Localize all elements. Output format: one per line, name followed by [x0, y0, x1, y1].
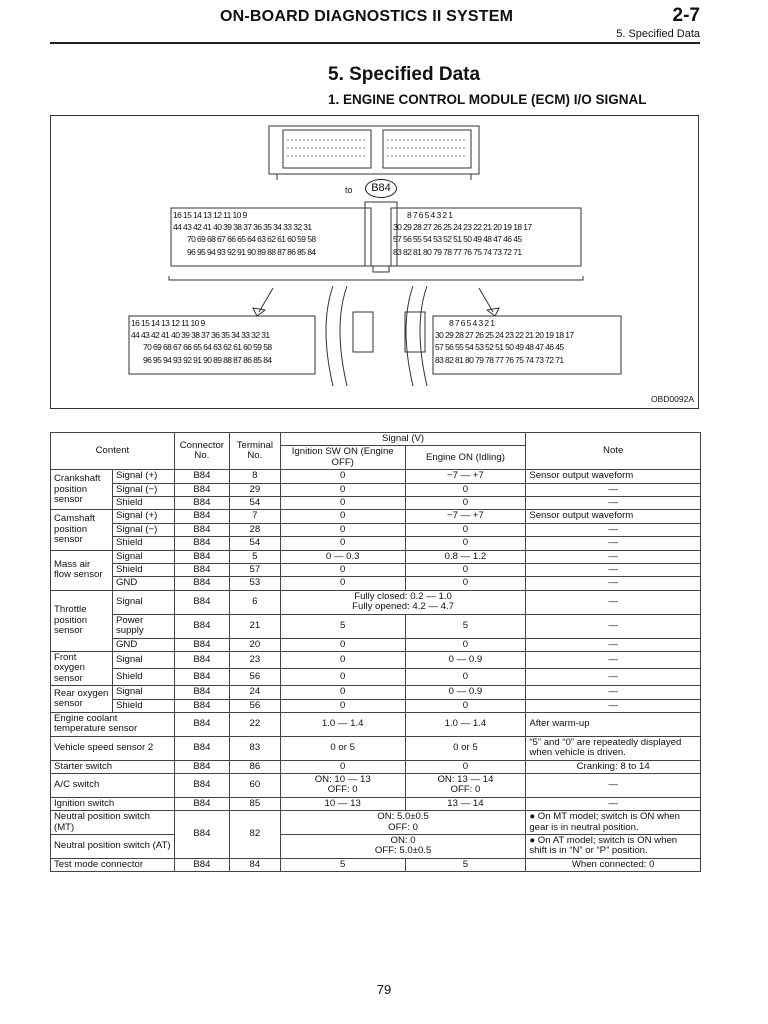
note-cell: When connected: 0 [526, 858, 701, 871]
terminal-cell: 22 [229, 712, 280, 736]
note-cell: — [526, 483, 701, 496]
eng-cell: −7 — +7 [405, 510, 526, 523]
eng-cell: −7 — +7 [405, 470, 526, 483]
terminal-cell: 83 [229, 736, 280, 760]
connector-cell: B84 [174, 510, 229, 523]
connector-cell: B84 [174, 712, 229, 736]
to-label: to [345, 185, 353, 195]
ign-cell: 5 [280, 858, 405, 871]
table-row [51, 699, 701, 712]
note-cell: — [526, 497, 701, 510]
ign-cell: 0 [280, 669, 405, 686]
table-row [51, 550, 701, 563]
table-row [51, 712, 701, 736]
terminal-cell: 57 [229, 564, 280, 577]
table-row [51, 590, 701, 614]
table-row [51, 470, 701, 483]
table-row [51, 858, 701, 871]
eng-cell: 5 [405, 614, 526, 638]
eng-cell: 0 — 0.9 [405, 686, 526, 699]
signal-line: Fully opened: 4.2 — 4.7 [352, 601, 454, 613]
ign-cell: 0 [280, 686, 405, 699]
table-row [51, 760, 701, 773]
ign-cell: 0 [280, 470, 405, 483]
eng-cell: 0 [405, 638, 526, 651]
terminal-cell: 60 [229, 773, 280, 797]
header-content: Content [51, 433, 175, 470]
connector-cell: B84 [174, 590, 229, 614]
section-subtitle: 1. ENGINE CONTROL MODULE (ECM) I/O SIGNAL [328, 92, 647, 107]
sub-label: Power supply [112, 614, 174, 638]
connector-cell: B84 [174, 523, 229, 536]
connector-cell: B84 [174, 797, 229, 810]
sub-label: Signal [112, 550, 174, 563]
page-code: 2-7 [672, 5, 700, 26]
terminal-cell: 24 [229, 686, 280, 699]
connector-cell: B84 [174, 470, 229, 483]
connector-cell: B84 [174, 638, 229, 651]
header-signal: Signal (V) [280, 433, 525, 446]
sub-label: Shield [112, 669, 174, 686]
terminal-cell: 20 [229, 638, 280, 651]
page-number: 79 [376, 982, 392, 997]
signal-line: OFF: 0 [450, 784, 481, 796]
eng-cell: 0 [405, 669, 526, 686]
signal-line: OFF: 0 [388, 821, 418, 833]
ign-cell: 0 [280, 537, 405, 550]
table-row [51, 686, 701, 699]
connector-cell: B84 [174, 550, 229, 563]
note-cell: — [526, 669, 701, 686]
eng-cell: 5 [405, 858, 526, 871]
eng-cell: 0 [405, 497, 526, 510]
signal-merged-cell [280, 590, 525, 614]
pin-row-upper-left-1: 16 15 14 13 12 11 10 9 [173, 210, 247, 220]
table-row [51, 483, 701, 496]
sub-label: Signal [112, 590, 174, 614]
group-label: Camshaft position sensor [51, 510, 113, 550]
signal-line: OFF: 5.0±0.5 [374, 845, 432, 857]
pin-row-upper-right-4: 83 82 81 80 79 78 77 76 75 74 73 72 71 [393, 247, 522, 257]
sub-label: Signal [112, 686, 174, 699]
connector-cell: B84 [174, 699, 229, 712]
group-label: Front oxygen sensor [51, 651, 113, 685]
note-cell: — [526, 651, 701, 668]
section-title: 5. Specified Data [328, 64, 481, 85]
sub-label: Signal (+) [112, 470, 174, 483]
sub-label: Signal (+) [112, 510, 174, 523]
connector-cell: B84 [174, 497, 229, 510]
terminal-cell: 5 [229, 550, 280, 563]
table-row [51, 577, 701, 590]
signal-line: ON: 10 — 13 [314, 773, 371, 785]
ign-cell: 0 [280, 651, 405, 668]
table-row [51, 497, 701, 510]
content-label: Starter switch [51, 760, 175, 773]
connector-cell: B84 [174, 483, 229, 496]
terminal-cell: 86 [229, 760, 280, 773]
table-row [51, 797, 701, 810]
table-row [51, 811, 701, 835]
note-cell: — [526, 577, 701, 590]
pin-row-lower-right-2: 30 29 28 27 26 25 24 23 22 21 20 19 18 17 [435, 330, 574, 340]
signal-line: ON: 13 — 14 [437, 773, 494, 785]
connector-cell: B84 [174, 614, 229, 638]
header-title: ON-BOARD DIAGNOSTICS II SYSTEM [220, 8, 514, 25]
sub-label: Shield [112, 699, 174, 712]
pin-row-upper-left-2: 44 43 42 41 40 39 38 37 36 35 34 33 32 31 [173, 222, 312, 232]
note-cell: — [526, 638, 701, 651]
pin-row-upper-left-4: 96 95 94 93 92 91 90 89 88 87 86 85 84 [187, 247, 316, 257]
ign-cell: 0 [280, 523, 405, 536]
pin-row-upper-left-3: 70 69 68 67 66 65 64 63 62 61 60 59 58 [187, 234, 316, 244]
note-cell: Sensor output waveform [526, 470, 701, 483]
note-cell: — [526, 537, 701, 550]
eng-cell: 0.8 — 1.2 [405, 550, 526, 563]
connector-cell: B84 [174, 537, 229, 550]
table-row [51, 614, 701, 638]
pin-row-upper-right-3: 57 56 55 54 53 52 51 50 49 48 47 46 45 [393, 234, 522, 244]
ecm-io-signal-table [50, 432, 701, 872]
sub-label: GND [112, 638, 174, 651]
terminal-cell: 6 [229, 590, 280, 614]
ign-cell: 0 [280, 483, 405, 496]
connector-cell: B84 [174, 736, 229, 760]
note-cell: — [526, 797, 701, 810]
connector-cell: B84 [174, 760, 229, 773]
connector-diagram [50, 115, 699, 409]
content-label: Ignition switch [51, 797, 175, 810]
pin-row-lower-left-3: 70 69 68 67 66 65 64 63 62 61 60 59 58 [143, 342, 272, 352]
eng-cell: 0 [405, 523, 526, 536]
table-row [51, 523, 701, 536]
connector-cell: B84 [174, 811, 229, 859]
ign-cell: 0 [280, 699, 405, 712]
table-row [51, 537, 701, 550]
ign-cell: 5 [280, 614, 405, 638]
note-cell: — [526, 523, 701, 536]
terminal-cell: 56 [229, 669, 280, 686]
signal-merged-cell [280, 811, 525, 835]
pin-row-lower-left-1: 16 15 14 13 12 11 10 9 [131, 318, 205, 328]
table-row [51, 564, 701, 577]
note-cell: Sensor output waveform [526, 510, 701, 523]
pin-row-upper-right-1: 8 7 6 5 4 3 2 1 [407, 210, 453, 220]
table-row [51, 638, 701, 651]
ign-cell: 0 [280, 760, 405, 773]
signal-merged-cell [280, 835, 525, 859]
eng-cell: 0 or 5 [405, 736, 526, 760]
eng-cell: 0 [405, 699, 526, 712]
terminal-cell: 54 [229, 497, 280, 510]
terminal-cell: 84 [229, 858, 280, 871]
table-row [51, 773, 701, 797]
table-row [51, 651, 701, 668]
header-ign-on: Ignition SW ON (Engine OFF) [280, 446, 405, 470]
note-cell: Cranking: 8 to 14 [526, 760, 701, 773]
table-row [51, 669, 701, 686]
eng-cell: 0 — 0.9 [405, 651, 526, 668]
note-cell: “5” and “0” are repeatedly displayed when vehicle is driven. [526, 736, 701, 760]
eng-cell: 1.0 — 1.4 [405, 712, 526, 736]
connector-cell: B84 [174, 577, 229, 590]
pin-row-upper-right-2: 30 29 28 27 26 25 24 23 22 21 20 19 18 17 [393, 222, 532, 232]
content-label: Test mode connector [51, 858, 175, 871]
terminal-cell: 54 [229, 537, 280, 550]
sub-label: Signal (−) [112, 523, 174, 536]
terminal-cell: 82 [229, 811, 280, 859]
ign-cell [280, 773, 405, 797]
ign-cell: 0 — 0.3 [280, 550, 405, 563]
connector-cell: B84 [174, 858, 229, 871]
terminal-cell: 53 [229, 577, 280, 590]
connector-cell: B84 [174, 564, 229, 577]
ign-cell: 0 or 5 [280, 736, 405, 760]
pin-row-lower-right-3: 57 56 55 54 53 52 51 50 49 48 47 46 45 [435, 342, 564, 352]
header-terminal: Terminal No. [229, 433, 280, 470]
content-label: Engine coolant temperature sensor [51, 712, 175, 736]
connector-cell: B84 [174, 669, 229, 686]
content-label: Neutral position switch (AT) [51, 835, 175, 859]
note-cell: — [526, 564, 701, 577]
terminal-cell: 28 [229, 523, 280, 536]
terminal-cell: 29 [229, 483, 280, 496]
table-row [51, 835, 701, 859]
eng-cell [405, 773, 526, 797]
group-label: Throttle position sensor [51, 590, 113, 651]
sub-label: GND [112, 577, 174, 590]
note-cell: — [526, 550, 701, 563]
content-label: Neutral position switch (MT) [51, 811, 175, 835]
note-cell: — [526, 686, 701, 699]
sub-label: Shield [112, 564, 174, 577]
sub-label: Signal [112, 651, 174, 668]
note-cell: ● On MT model; switch is ON when gear is in neutral position. [526, 811, 701, 835]
group-label: Rear oxygen sensor [51, 686, 113, 713]
eng-cell: 0 [405, 564, 526, 577]
table-row [51, 736, 701, 760]
header-rule [50, 42, 700, 44]
note-cell: After warm-up [526, 712, 701, 736]
figure-code: OBD0092A [651, 394, 694, 404]
ign-cell: 1.0 — 1.4 [280, 712, 405, 736]
header-eng-on: Engine ON (Idling) [405, 446, 526, 470]
eng-cell: 0 [405, 537, 526, 550]
content-label: Vehicle speed sensor 2 [51, 736, 175, 760]
pin-row-lower-right-1: 8 7 6 5 4 3 2 1 [449, 318, 495, 328]
section-ref: 5. Specified Data [616, 28, 700, 40]
signal-line: ON: 0 [390, 835, 416, 846]
note-cell: — [526, 699, 701, 712]
note-cell: ● On AT model; switch is ON when shift is in “N” or “P” position. [526, 835, 701, 859]
group-label: Crankshaft position sensor [51, 470, 113, 510]
eng-cell: 0 [405, 760, 526, 773]
terminal-cell: 23 [229, 651, 280, 668]
note-cell: — [526, 590, 701, 614]
content-label: A/C switch [51, 773, 175, 797]
ign-cell: 0 [280, 564, 405, 577]
signal-line: Fully closed: 0.2 — 1.0 [354, 590, 452, 602]
ign-cell: 0 [280, 497, 405, 510]
connector-label-b84: B84 [365, 179, 397, 198]
terminal-cell: 7 [229, 510, 280, 523]
signal-line: ON: 5.0±0.5 [377, 811, 429, 823]
ign-cell: 0 [280, 510, 405, 523]
pin-row-lower-right-4: 83 82 81 80 79 78 77 76 75 74 73 72 71 [435, 355, 564, 365]
header-connector: Connector No. [174, 433, 229, 470]
connector-cell: B84 [174, 651, 229, 668]
ign-cell: 0 [280, 638, 405, 651]
pin-row-lower-left-4: 96 95 94 93 92 91 90 89 88 87 86 85 84 [143, 355, 272, 365]
table-row [51, 510, 701, 523]
terminal-cell: 56 [229, 699, 280, 712]
eng-cell: 0 [405, 577, 526, 590]
terminal-cell: 85 [229, 797, 280, 810]
sub-label: Shield [112, 537, 174, 550]
note-cell: — [526, 614, 701, 638]
terminal-cell: 8 [229, 470, 280, 483]
terminal-cell: 21 [229, 614, 280, 638]
eng-cell: 0 [405, 483, 526, 496]
pin-row-lower-left-2: 44 43 42 41 40 39 38 37 36 35 34 33 32 31 [131, 330, 270, 340]
sub-label: Shield [112, 497, 174, 510]
group-label: Mass air flow sensor [51, 550, 113, 590]
connector-cell: B84 [174, 686, 229, 699]
signal-line: OFF: 0 [327, 784, 358, 796]
eng-cell: 13 — 14 [405, 797, 526, 810]
sub-label: Signal (−) [112, 483, 174, 496]
ign-cell: 0 [280, 577, 405, 590]
ign-cell: 10 — 13 [280, 797, 405, 810]
header-note: Note [526, 433, 701, 470]
connector-cell: B84 [174, 773, 229, 797]
note-cell: — [526, 773, 701, 797]
